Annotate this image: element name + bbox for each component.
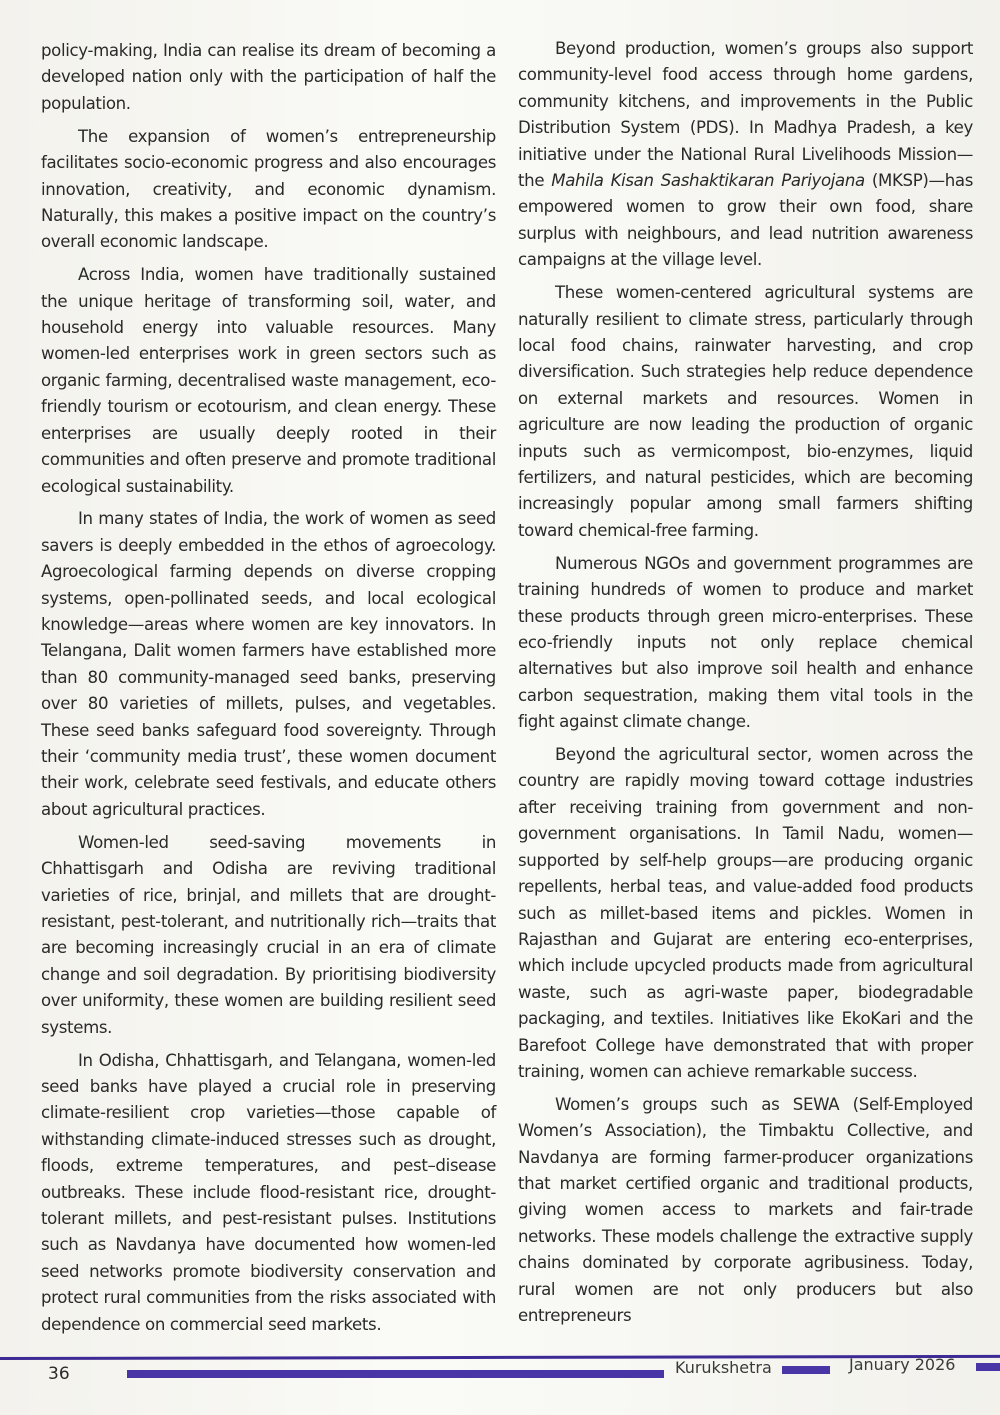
paragraph-seed-saving-movements: Women-led seed-saving movements in Chhattisgarh and Odisha are reviving traditional varieties of rice, brinjal, and millets that are drought-resistant, pest-tolerant, and nutritionally rich—traits that are becoming increasingly crucial in an era of climate change and soil degradation. By prioritising biodiversity over uniformity, these women are building resilient seed systems. bbox=[41, 832, 496, 1037]
paragraph-cottage-industries: Beyond the agricultural sector, women across the country are rapidly moving toward cottage industries after receiving training from government and non-government organisations. In Tamil Nadu, women—supported by self-help groups—are producing organic repellents, herbal teas, and value-added food products such as millet-based items and pickles. Women in Rajasthan and Gujarat are entering eco-enterprises, which include upcycled products made from agricultural waste, such as agri-waste paper, biodegradable packaging, and textiles. Initiatives like EkoKari and the Barefoot College have demonstrated that with proper training, women can achieve remarkable success. bbox=[518, 745, 973, 1081]
page-number: 36 bbox=[48, 1364, 70, 1384]
paragraph-food-access-text-1: Beyond production, women’s groups also support community-level food access through home gardens, community kitchens, and improvements in the Public Distribution System (PDS). In Madhya Pradesh, a key initiative under the National Rural Livelihoods Mission—the bbox=[518, 39, 973, 191]
paragraph-entrepreneurship-expansion: The expansion of women’s entrepreneurship facilitates socio-economic progress and also encourages innovation, creativity, and economic dynamism. Naturally, this makes a positive impact on the country’s overall economic landscape. bbox=[41, 126, 496, 252]
paragraph-green-enterprises: Across India, women have traditionally sustained the unique heritage of transforming soil, water, and household energy into valuable resources. Many women-led enterprises work in green sectors such as organic farming, decentralised waste management, eco-friendly tourism or ecotourism, and clean energy. These enterprises are usually deeply rooted in their communities and often preserve and promote traditional ecological sustainability. bbox=[41, 265, 496, 496]
paragraph-seed-savers: In many states of India, the work of women as seed savers is deeply embedded in the ethos of agroecology. Agroecological farming depends on diverse cropping systems, open-pollinated seeds, and local ecological knowledge—areas where women are key innovators. In Telangana, Dalit women farmers have established more than 80 community-managed seed banks, preserving over 80 varieties of millets, pulses, and vegetables. These seed banks safeguard food sovereignty. Through their ‘community media trust’, these women document their work, celebrate seed festivals, and educate others about agricultural practices. bbox=[41, 509, 496, 819]
paragraph-food-access-text-2: (MKSP)—has empowered women to grow their own food, share surplus with neighbours, and lead nutrition awareness campaigns at the village level. bbox=[518, 171, 973, 270]
paragraph-food-access bbox=[518, 36, 973, 274]
journal-name: Kurukshetra bbox=[675, 1358, 772, 1377]
paragraph-ngo-training: Numerous NGOs and government programmes are training hundreds of women to produce and market these products through green micro-enterprises. These eco-friendly inputs not only replace chemical alternatives but also improve soil health and enhance carbon sequestration, making them vital tools in the fight against climate change. bbox=[518, 553, 973, 732]
paragraph-climate-resilience: These women-centered agricultural systems are naturally resilient to climate stress, particularly through local food chains, rainwater harvesting, and crop diversification. Such strategies help reduce dependence on external markets and resources. Women in agriculture are now leading the production of organic inputs such as vermicompost, bio-enzymes, liquid fertilizers, and natural pesticides, which are becoming increasingly popular among small farmers shifting toward chemical-free farming. bbox=[518, 283, 973, 540]
scheme-name-italic: Mahila Kisan Sashaktikaran Pariyojana bbox=[551, 171, 865, 191]
left-column bbox=[41, 38, 496, 1338]
paragraph-womens-groups: Women’s groups such as SEWA (Self-Employed Women’s Association), the Timbaktu Collective, and Navdanya are forming farmer-producer organizations that market certified organic and traditional products, giving women access to markets and fair-trade networks. These models challenge the extractive supply chains dominated by corporate agribusiness. Today, rural women are not only producers but also entrepreneurs bbox=[518, 1094, 973, 1326]
right-column bbox=[518, 36, 973, 1330]
footer-separator-bar bbox=[782, 1366, 830, 1374]
issue-date: January 2026 bbox=[849, 1355, 956, 1374]
paragraph-continued: policy-making, India can realise its dream of becoming a developed nation only with the participation of half the population. bbox=[41, 41, 496, 113]
paragraph-seed-banks: In Odisha, Chhattisgarh, and Telangana, women-led seed banks have played a crucial role in preserving climate-resilient crop varieties—those capable of withstanding climate-induced stresses such as drought, floods, extreme temperatures, and pest–disease outbreaks. These include flood-resistant rice, drought-tolerant millets, and pest-resistant pulses. Institutions such as Navdanya have documented how women-led seed networks promote biodiversity conservation and protect rural communities from the risks associated with dependence on commercial seed markets. bbox=[41, 1050, 496, 1334]
footer-decorative-bar bbox=[127, 1370, 664, 1378]
footer-end-bar bbox=[976, 1363, 1000, 1371]
